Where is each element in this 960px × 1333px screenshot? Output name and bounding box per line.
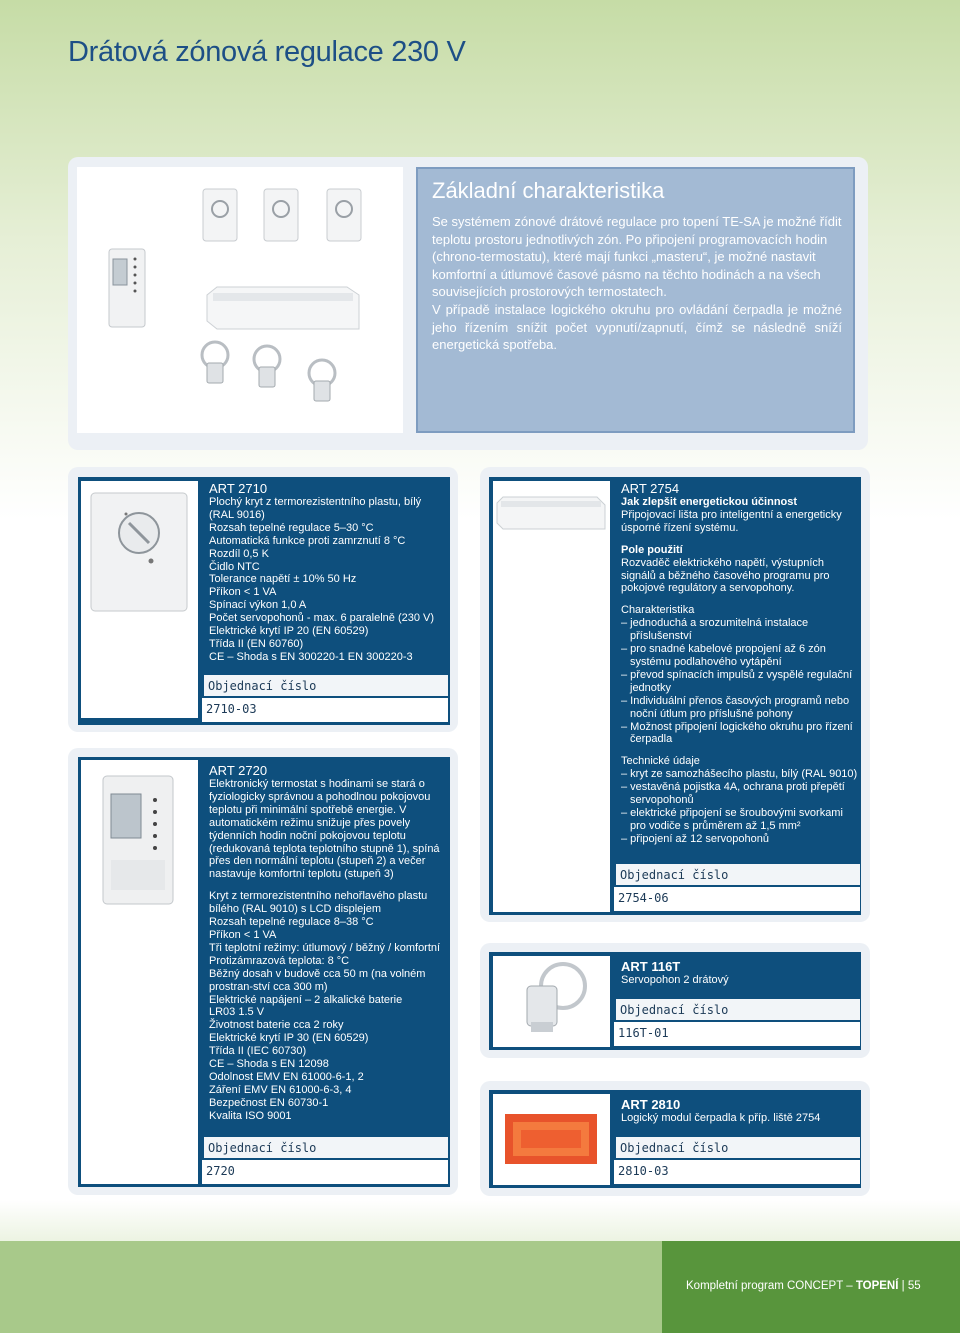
spec-line: bílého (RAL 9010) s LCD displejem	[209, 903, 382, 916]
order-number-label: Objednací číslo	[614, 862, 860, 887]
product-title: ART 2710	[209, 481, 268, 496]
features-title: Charakteristika	[621, 604, 695, 617]
product-subtitle: Servopohon 2 drátový	[621, 974, 729, 986]
footer-separator: |	[901, 1280, 905, 1292]
spec-line: Rozdíl 0,5 K	[209, 547, 269, 560]
footer-section: TOPENÍ	[855, 1280, 899, 1292]
product-specs-2754	[621, 481, 861, 846]
spec-line: Automatická funkce proti zamrznutí 8 °C	[209, 534, 406, 547]
product-specs-2810	[621, 1097, 861, 1125]
tech-list	[621, 768, 861, 845]
spec-line: Běžný dosah v budově cca 50 m (na volném	[209, 967, 426, 980]
footer-text	[686, 1280, 921, 1292]
product-subtitle: Logický modul čerpadla k příp. liště 2754	[621, 1112, 821, 1124]
spec-line: Kvalita ISO 9001	[209, 1109, 292, 1122]
product-photo-116t	[493, 956, 610, 1047]
order-number-value: 2754-06	[614, 887, 860, 911]
spec-line: Příkon < 1 VA	[209, 586, 277, 599]
chrono-thermostat-icon	[109, 249, 145, 327]
page-title: Drátová zónová regulace 230 V	[68, 36, 466, 68]
order-number-value: 2810-03	[614, 1160, 860, 1184]
spec-line: LR03 1.5 V	[209, 1006, 265, 1019]
spec-line: Rozsah tepelné regulace 8–38 °C	[209, 916, 374, 929]
product-subtitle-text: Připojovací lišta pro inteligentní a energeticky úsporné řízení systému.	[621, 508, 842, 534]
list-item: – Individuální přenos časových programů nebo noční útlum pro příslušné pohony	[621, 694, 850, 720]
spec-line: (RAL 9016)	[209, 508, 265, 521]
product-title: ART 116T	[621, 959, 681, 974]
footer-band	[0, 1241, 662, 1333]
spec-line: Protizámrazová teplota: 8 °C	[209, 954, 350, 967]
list-item: – převod spínacích impulsů z vyspělé regulační jednotky	[621, 668, 853, 694]
use-title: Pole použití	[621, 543, 683, 556]
list-item: – Možnost připojení logického okruhu pro řízení čerpadla	[621, 720, 853, 746]
product-title: ART 2810	[621, 1097, 681, 1112]
spec-line: Tři teplotní režimy: útlumový / běžný / komfortní	[209, 941, 441, 954]
list-item: – jednoduchá a srozumitelná instalace příslušenství	[621, 617, 809, 643]
chrono-thermostat-icon	[81, 760, 198, 1184]
order-number-label: Objednací číslo	[202, 1135, 448, 1160]
connection-strip-icon	[493, 481, 610, 912]
list-item: – vestavěná pojistka 4A, ochrana proti přepětí servopohonů	[621, 781, 845, 807]
actuator-icon	[493, 956, 610, 1047]
spec-line: Bezpečnost EN 60730-1	[209, 1096, 329, 1109]
thermostat-icon	[81, 481, 198, 718]
spec-line: Příkon < 1 VA	[209, 928, 277, 941]
spec-line: Čidlo NTC	[209, 560, 260, 573]
intro-paragraph: Se systémem zónové drátové regulace pro topení TE-SA je možné řídit teplotu prostoru jednotlivých zón. Po připojení programovacích hodin (chrono-termostatu), které mají funkci „masteru“, je možné nastavit komfortní a útlumové časové pásmo na těchto hodinách a na všech souvisejících prostorových termostatech.	[432, 214, 842, 300]
product-photo-2754	[493, 481, 610, 912]
spec-line: Spínací výkon 1,0 A	[209, 599, 307, 612]
use-text: Rozvaděč elektrického napětí, výstupních signálů a běžného časového programu pro pokojové regulátory a servopohony.	[621, 556, 830, 595]
spec-line: Kryt z termorezistentního nehořlavého plastu	[209, 890, 428, 903]
spec-line: Odolnost EMV EN 61000-6-1, 2	[209, 1070, 364, 1083]
spec-line: Počet servopohonů - max. 6 paralelně (230 V)	[209, 612, 435, 625]
intro-title: Základní charakteristika	[432, 178, 665, 203]
order-number-value: 2720	[202, 1160, 448, 1184]
spec-line: Třída II (IEC 60730)	[209, 1045, 307, 1058]
product-specs-116t	[621, 959, 861, 987]
connection-strip-icon	[207, 287, 359, 329]
spec-line: Třída II (EN 60760)	[209, 637, 304, 650]
spec-line: Záření EMV EN 61000-6-3, 4	[209, 1083, 352, 1096]
spec-line: Elektrické krytí IP 30 (EN 60529)	[209, 1032, 369, 1045]
list-item: – elektrické připojení se šroubovými svorkami pro vodiče s průměrem až 1,5 mm²	[621, 806, 843, 832]
spec-line: Rozsah tepelné regulace 5–30 °C	[209, 521, 374, 534]
page-number: 55	[907, 1280, 921, 1292]
system-components-illustration	[77, 167, 403, 433]
product-photo-2710	[81, 481, 198, 718]
product-photo-2720	[81, 760, 198, 1184]
spec-line: Plochý kryt z termorezistentního plastu, bílý	[209, 496, 422, 508]
product-description: Elektronický termostat s hodinami se stará o fyziologicky správnou a pohodlnou pokojovou teplotu při minimální spotřebě energie. V automatickém režimu snižuje přes povely týdenních hodin noční pokojovou teplotu (redukovaná teplota teplotního stupně 1), spíná přes den normální teplotu (stupeň 2) a večer nastavuje komfortní teplotu (stupeň 3)	[209, 778, 440, 881]
list-item: – pro snadné kabelové propojení až 6 zón systému podlahového vytápění	[621, 643, 826, 668]
order-number-label: Objednací číslo	[202, 673, 448, 698]
product-title: ART 2754	[621, 481, 680, 496]
order-number-label: Objednací číslo	[614, 1135, 860, 1160]
list-item: – připojení až 12 servopohonů	[621, 832, 769, 845]
logic-module-icon	[493, 1094, 610, 1185]
product-photo-2810	[493, 1094, 610, 1185]
spec-line: CE – Shoda s EN 12098	[209, 1058, 329, 1071]
spec-line: Elektrické krytí IP 20 (EN 60529)	[209, 625, 369, 638]
intro-text	[432, 213, 842, 354]
order-number-value: 116T-01	[614, 1022, 860, 1046]
list-item: – kryt ze samozhášecího plastu, bílý (RAL 9010)	[621, 768, 858, 781]
order-number-value: 2710-03	[202, 698, 448, 722]
product-title: ART 2720	[209, 763, 268, 778]
spec-line: CE – Shoda s EN 300220-1 EN 300220-3	[209, 650, 413, 663]
features-list	[621, 617, 861, 746]
footer-program: Kompletní program CONCEPT –	[686, 1280, 853, 1292]
product-specs-2720	[209, 763, 449, 1123]
spec-line: Elektrické napájení – 2 alkalické baterie	[209, 993, 403, 1006]
order-number-label: Objednací číslo	[614, 997, 860, 1022]
intro-paragraph: V případě instalace logického okruhu pro ovládání čerpadla je možné jeho řízením snížit počet vypnutí/zapnutí, čímž se následně sníží energetická spotřeba.	[432, 301, 842, 353]
tech-title: Technické údaje	[621, 755, 700, 768]
product-subtitle: Jak zlepšit energetickou účinnost	[621, 496, 798, 508]
product-specs-2710	[209, 481, 449, 664]
spec-line: Tolerance napětí ± 10% 50 Hz	[209, 573, 357, 586]
spec-line: prostran-ství cca 300 m)	[209, 980, 328, 993]
spec-line: Životnost baterie cca 2 roky	[209, 1019, 344, 1032]
system-overview-photo	[77, 167, 403, 433]
